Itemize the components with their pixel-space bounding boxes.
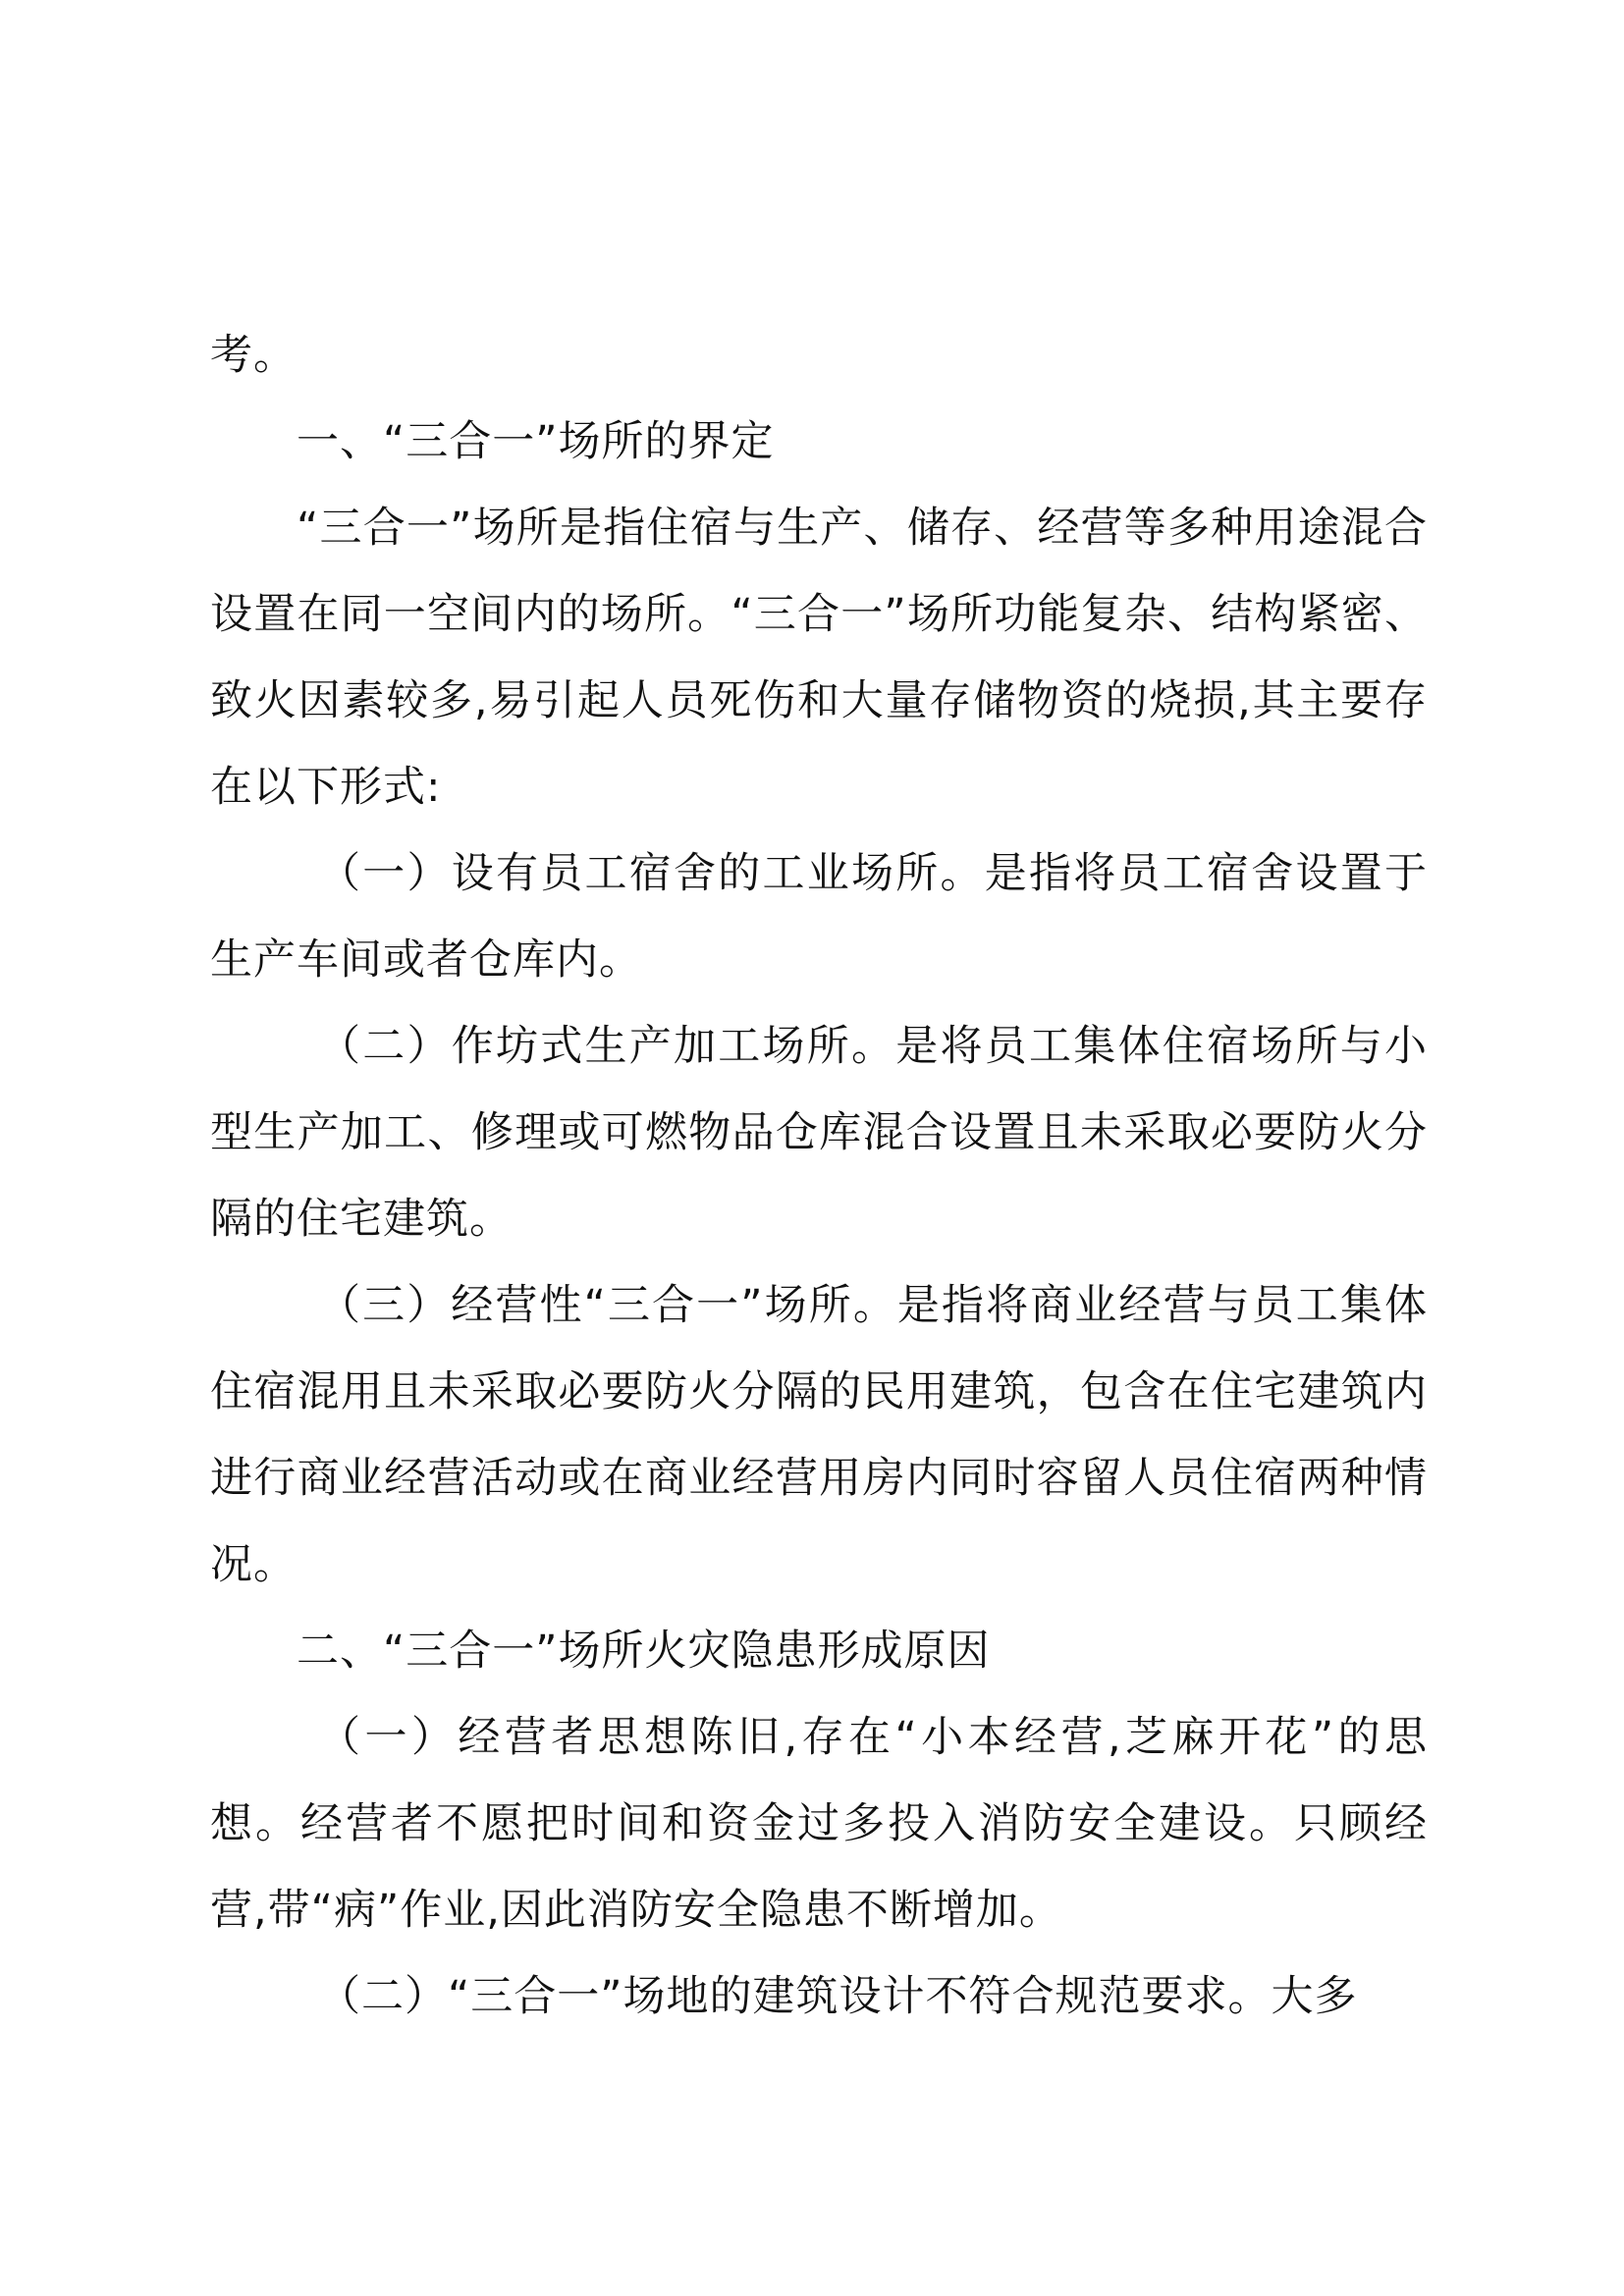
section-heading-2: 二、“三合一”场所火灾隐患形成原因 [297, 1627, 991, 1676]
paragraph-item-3: （三）经营性“三合一”场所。是指将商业经营与员工集体住宿混用且未采取必要防火分隔的民用建筑，包含在住宅建筑内进行商业经营活动或在商业经营用房内同时容留人员住宿两种情况。 [210, 1281, 1428, 1589]
paragraph-definition: “三合一”场所是指住宿与生产、储存、经营等多种用途混合设置在同一空间内的场所。“三合一”场所功能复杂、结构紧密、致火因素较多,易引起人员死伤和大量存储物资的烧损,其主要存在以下形式: [210, 504, 1428, 812]
paragraph-item-2: （二）作坊式生产加工场所。是将员工集体住宿场所与小型生产加工、修理或可燃物品仓库混合设置且未采取必要防火分隔的住宅建筑。 [210, 1022, 1428, 1244]
paragraph-item-1: （一）设有员工宿舍的工业场所。是指将员工宿舍设置于生产车间或者仓库内。 [210, 849, 1428, 985]
document-body [210, 312, 1428, 2040]
paragraph-cause-2: （二）“三合一”场地的建筑设计不符合规范要求。大多 [318, 1972, 1358, 2021]
paragraph-cause-1: （一）经营者思想陈旧,存在“小本经营,芝麻开花”的思想。经营者不愿把时间和资金过多投入消防安全建设。只顾经营,带“病”作业,因此消防安全隐患不断增加。 [210, 1713, 1428, 1935]
section-heading-1: 一、“三合一”场所的界定 [297, 417, 775, 466]
paragraph-continuation: 考。 [210, 331, 297, 380]
